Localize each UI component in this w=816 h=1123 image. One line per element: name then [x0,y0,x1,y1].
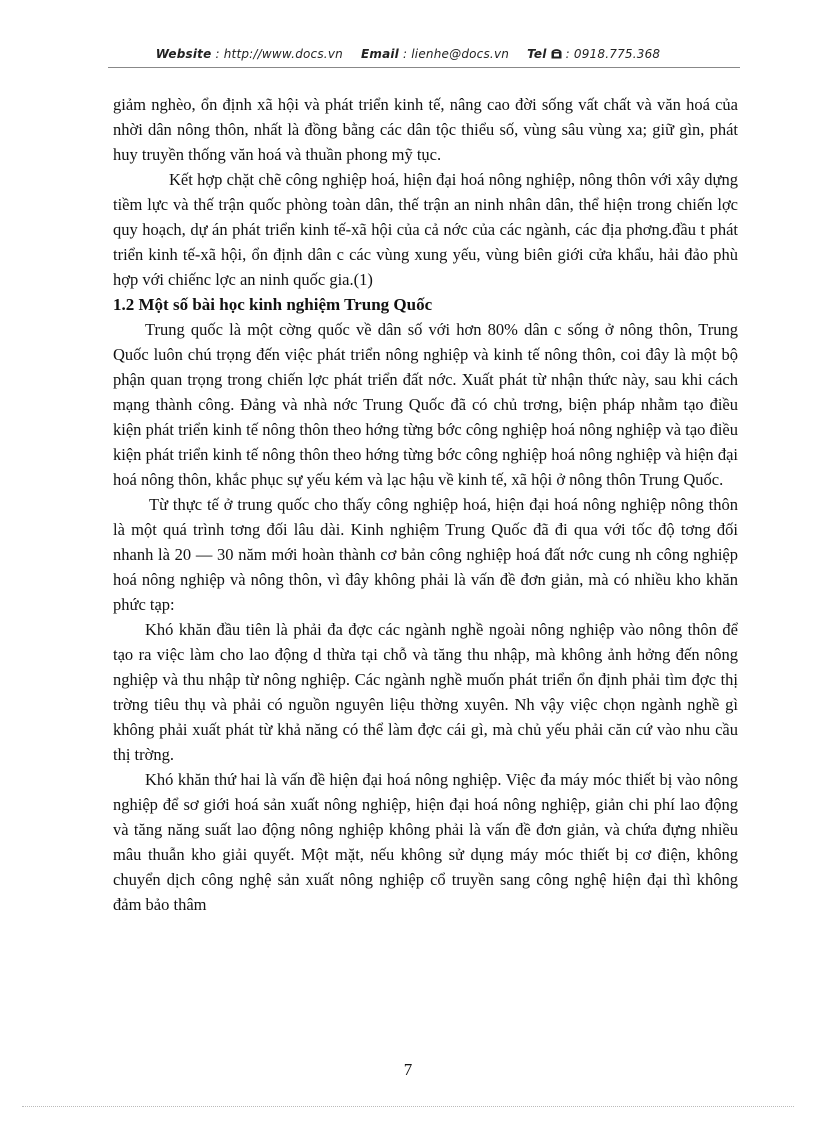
paragraph-6: Khó khăn thứ hai là vấn đề hiện đại hoá nông nghiệp. Việc đa máy móc thiết bị vào nông nghiệp để sơ giới hoá sản xuất nông nghiệp, hiện đại hoá nông nghiệp, giản chi phí lao động và tăng năng suất lao động nông nghiệp không phải là vấn đề đơn giản, và chứa đựng nhiều mâu thuẫn kho giải quyết. Một mặt, nếu không sử dụng máy móc thiết bị cơ điện, không chuyển dịch công nghệ sản xuất nông nghiệp cổ truyền sang công nghệ hiện đại thì không đảm bảo thâm [113,770,738,914]
header-rule [108,67,740,68]
tel-label: Tel [527,47,547,61]
paragraph-5: Khó khăn đầu tiên là phải đa đợc các ngành nghề ngoài nông nghiệp vào nông thôn để tạo ra việc làm cho lao động d thừa tại chỗ và tăng thu nhập, mà không ảnh hởng đến nông nghiệp và thu nhập từ nông nghiệp. Các ngành nghề muốn phát triển ổn định phải tìm đợc thị trờng tiêu thụ và phải có nguồn nguyên liệu thờng xuyên. Nh vậy việc chọn ngành nghề gì không phải xuất phát từ khả năng có thể làm đợc cái gì, mà chủ yếu phải căn cứ vào nhu cầu thị trờng. [113,620,738,764]
paragraph-1: giảm nghèo, ổn định xã hội và phát triển kinh tế, nâng cao đời sống vất chất và văn hoá của nhời dân nông thôn, nhất là đồng bằng các dân tộc thiểu số, vùng sâu vùng xa; giữ gìn, phát huy truyền thống văn hoá và thuần phong mỹ tục. [113,95,738,164]
phone-icon [551,47,566,61]
page-header [0,47,816,61]
website-label: Website [155,47,212,61]
page-number: 7 [403,1060,413,1079]
paragraph-4: Từ thực tế ở trung quốc cho thấy công nghiệp hoá, hiện đại hoá nông nghiệp nông thôn là một quá trình tơng đối lâu dài. Kinh nghiệm Trung Quốc đã đi qua với tốc độ tơng đối nhanh là 20 — 30 năm mới hoàn thành cơ bản công nghiệp hoá đất nớc cung nh công nghiệp hoá nông nghiệp và nông thôn, vì đây không phải là vấn đề đơn giản, mà có nhiều kho khăn phức tạp: [113,495,738,614]
website-value: : http://www.docs.vn [215,47,343,61]
paragraph-3: Trung quốc là một cờng quốc về dân số với hơn 80% dân c sống ở nông thôn, Trung Quốc luôn chú trọng đến việc phát triển nông nghiệp và kinh tế nông thôn, coi đây là một bộ phận quan trọng trong chiến lợc phát triển đất nớc. Xuất phát từ nhận thức này, sau khi cách mạng thành công. Đảng và nhà nớc Trung Quốc đã có chủ trơng, biện pháp nhằm tạo điều kiện phát triển kinh tế nông thôn theo hớng từng bớc công nghiệp hoá nông nghiệp và tạo điều kiện phát triển kinh tế nông thôn theo hớng từng bớc công nghiệp hoá nông nghiệp và hiện đại hoá nông thôn, khắc phục sự yếu kém và lạc hậu về kinh tế, xã hội ở nông thôn Trung Quốc. [113,320,738,489]
document-body [113,92,738,917]
footer-rule [22,1106,794,1107]
tel-value: : 0918.775.368 [565,47,661,61]
email-value: : lienhe@docs.vn [403,47,510,61]
email-label: Email [360,47,399,61]
paragraph-2: Kết hợp chặt chẽ công nghiệp hoá, hiện đại hoá nông nghiệp, nông thôn với xây dựng tiềm lực và thế trận quốc phòng toàn dân, thế trận an ninh nhân dân, thể hiện trong chiến lợc quy hoạch, dự án phát triển kinh tế-xã hội của cả nớc của các ngành, các địa phơng.đầu t phát triển kinh tế-xã hội, ổn định dân c các vùng xung yếu, vùng biên giới cửa khẩu, hải đảo phù hợp với chiếnc lợc an ninh quốc gia.(1) [113,170,738,289]
section-heading: 1.2 Một số bài học kinh nghiệm Trung Quốc [113,295,433,314]
